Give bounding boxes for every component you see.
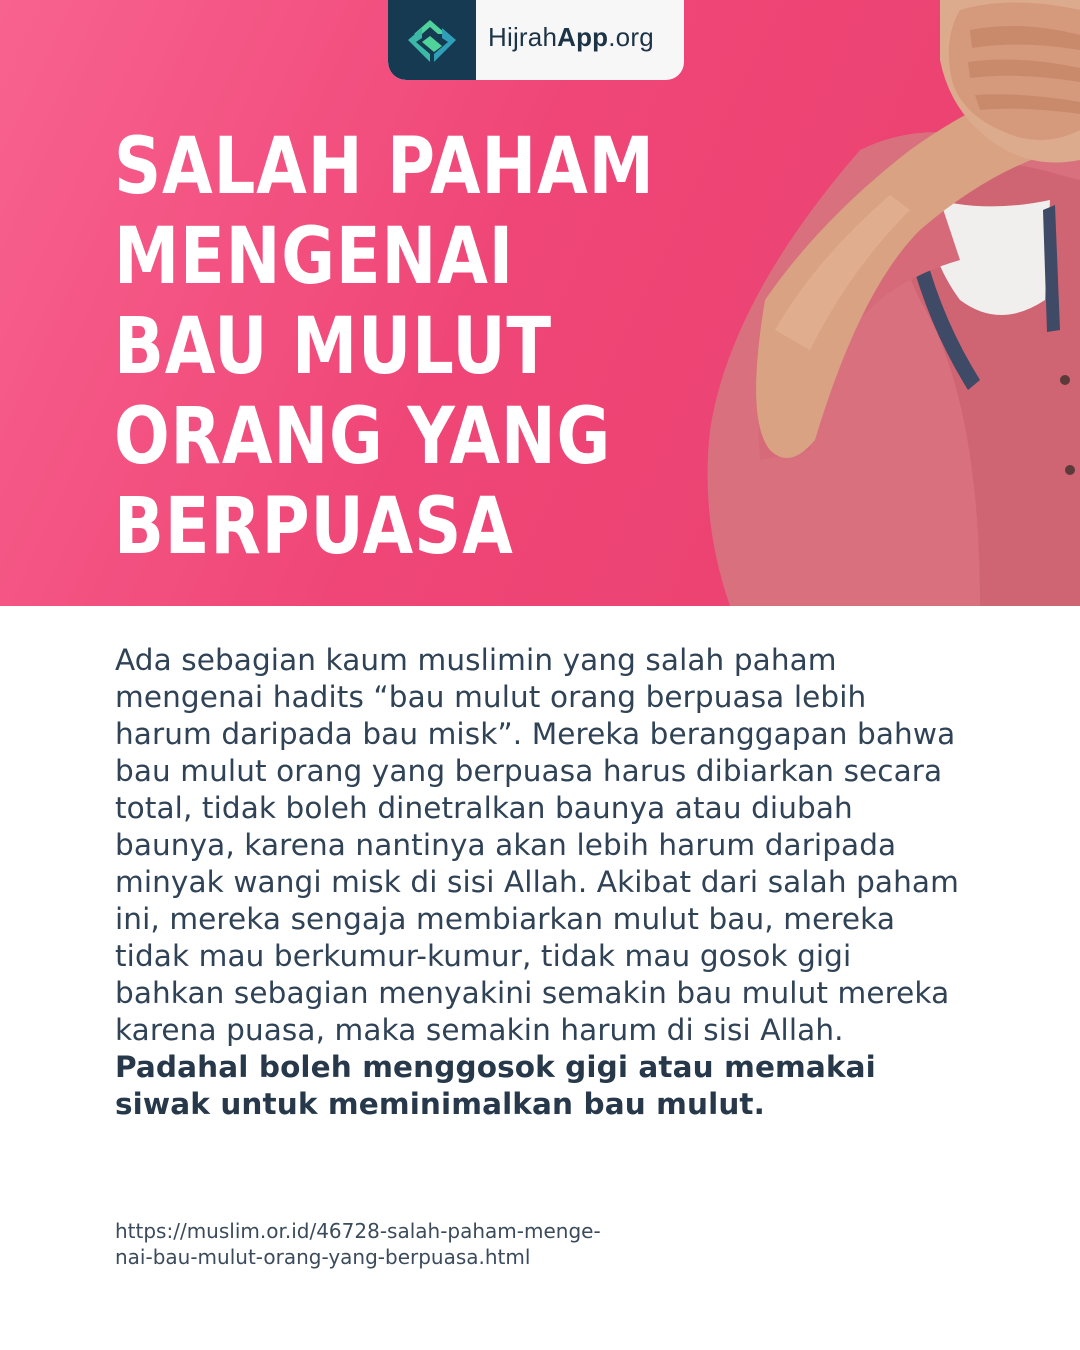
brand-name-suffix: .org [608,22,654,52]
article-body [115,642,965,1123]
brand-name [488,22,654,53]
headline-line-4: ORANG YANG [114,392,612,482]
headline [114,122,655,572]
headline-line-5: BERPUASA [114,482,514,572]
article-body-text: Ada sebagian kaum muslimin yang salah paham mengenai hadits “bau mulut orang berpuasa lebih harum daripada bau misk”. Mereka beranggapan bahwa bau mulut orang yang berpuasa harus dibiarkan secara total, tidak boleh dinetralkan baunya atau diubah baunya, karena nantinya akan lebih harum daripada minyak wangi misk di sisi Allah. Akibat dari salah paham ini, mereka sengaja membiarkan mulut bau, mereka tidak mau berkumur-kumur, tidak mau gosok gigi bahkan sebagian menyakini semakin bau mulut mereka karena puasa, maka semakin harum di sisi Allah. [115,643,959,1047]
hijrahapp-logo-icon [388,0,476,80]
brand-name-regular: Hijrah [488,22,558,52]
headline-line-3: BAU MULUT [114,302,552,392]
brand-logo-card[interactable] [388,0,684,80]
headline-line-1: SALAH PAHAM [114,122,655,212]
source-link-line-2: nai-bau-mulut-orang-yang-berpuasa.html [115,1245,531,1269]
article-body-emphasis: Padahal boleh menggosok gigi atau memakai siwak untuk meminimalkan bau mulut. [115,1050,876,1121]
brand-name-bold: App [557,22,609,52]
headline-line-2: MENGENAI [114,212,514,302]
source-link[interactable] [115,1218,815,1270]
source-link-line-1: https://muslim.or.id/46728-salah-paham-menge- [115,1219,601,1243]
hero-banner [0,0,1080,606]
